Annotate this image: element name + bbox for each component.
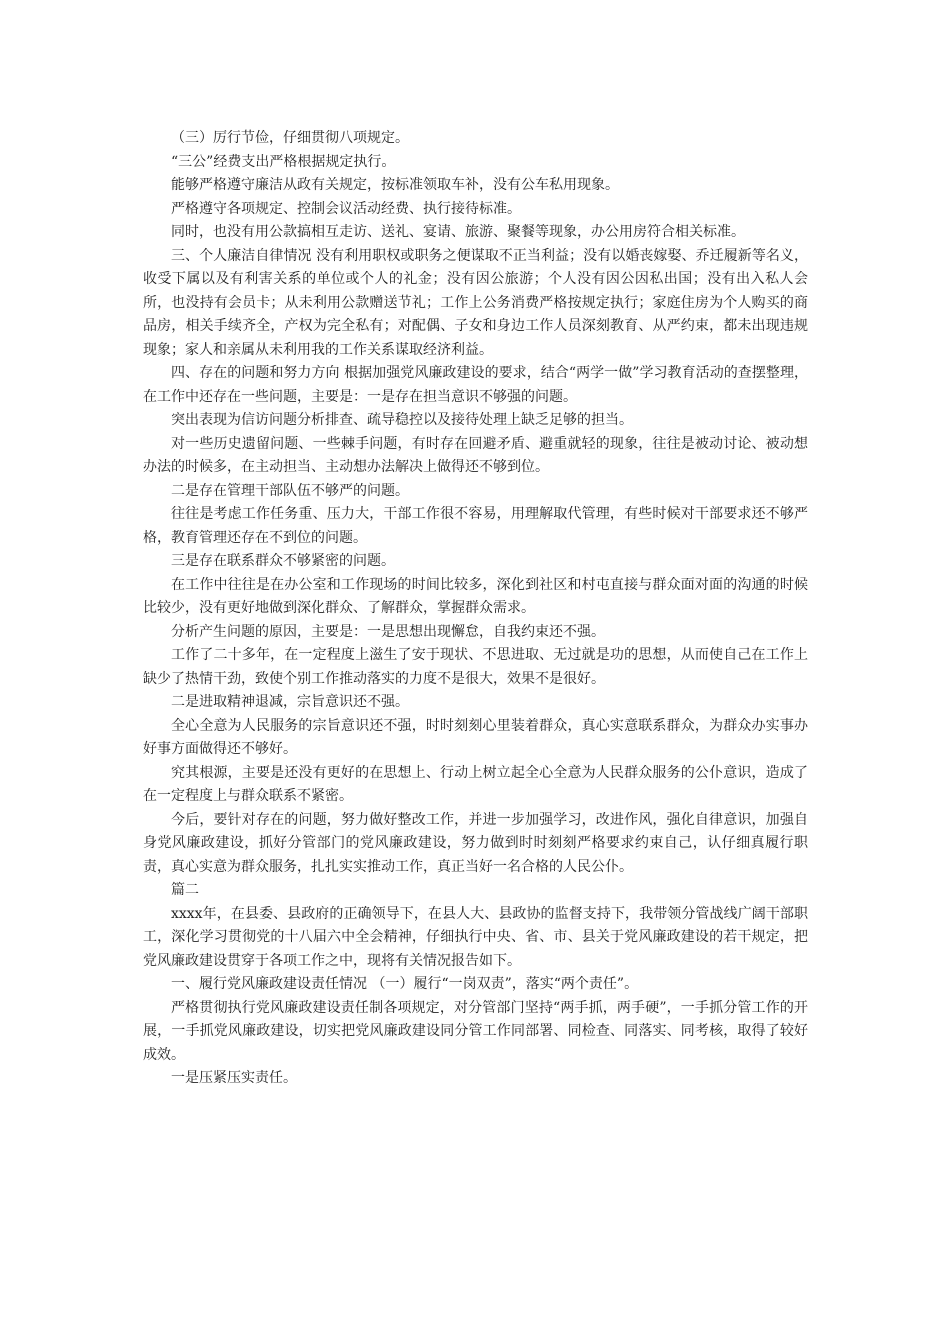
paragraph-18: 究其根源，主要是还没有更好的在思想上、行动上树立起全心全意为人民群众服务的公仆意识，造成了在一定程度上与群众联系不紧密。	[143, 764, 808, 804]
paragraph-6: 三、个人廉洁自律情况 没有利用职权或职务之便谋取不正当利益；没有以婚丧嫁娶、乔迁履新等名义，收受下属以及有利害关系的单位或个人的礼金；没有因公旅游；个人没有因公因私出国；没有出入私人会所，也没持有会员卡；从未利用公款赠送节礼；工作上公务消费严格按规定执行；家庭住房为个人购买的商品房，相关手续齐全，产权为完全私有；对配偶、子女和身边工作人员深刻教育、从严约束，都未出现违规现象；家人和亲属从未利用我的工作关系谋取经济利益。	[143, 247, 808, 358]
paragraph-24: 一是压紧压实责任。	[171, 1070, 297, 1086]
paragraph-7: 四、存在的问题和努力方向 根据加强党风廉政建设的要求，结合“两学一做”学习教育活动的查摆整理，在工作中还存在一些问题，主要是：一是存在担当意识不够强的问题。	[143, 365, 808, 405]
paragraph-16: 二是进取精神退减，宗旨意识还不强。	[171, 694, 409, 710]
paragraph-21: xxxx年，在县委、县政府的正确领导下，在县人大、县政协的监督支持下，我带领分管战线广阔干部职工，深化学习贯彻党的十八届六中全会精神，仔细执行中央、省、市、县关于党风廉政建设的若干规定，把党风廉政建设贯穿于各项工作之中，现将有关情况报告如下。	[143, 905, 808, 969]
paragraph-17: 全心全意为人民服务的宗旨意识还不强，时时刻刻心里装着群众，真心实意联系群众，为群众办实事办好事方面做得还不够好。	[143, 717, 808, 757]
paragraph-14: 分析产生问题的原因，主要是：一是思想出现懈怠，自我约束还不强。	[171, 623, 605, 640]
paragraph-1: （三）厉行节俭，仔细贯彻八项规定。	[171, 130, 409, 146]
paragraph-5: 同时，也没有用公款搞相互走访、送礼、宴请、旅游、聚餐等现象，办公用房符合相关标准。	[171, 224, 745, 240]
paragraph-2: “三公”经费支出严格根据规定执行。	[171, 153, 396, 170]
paragraph-10: 二是存在管理干部队伍不够严的问题。	[171, 482, 409, 499]
paragraph-22: 一、履行党风廉政建设责任情况 （一）履行“一岗双责”，落实“两个责任”。	[171, 976, 639, 992]
paragraph-11: 往往是考虑工作任务重、压力大，干部工作很不容易，用理解取代管理，有些时候对干部要求还不够严格，教育管理还存在不到位的问题。	[143, 506, 808, 546]
paragraph-8: 突出表现为信访问题分析排查、疏导稳控以及接待处理上缺乏足够的担当。	[171, 412, 633, 428]
paragraph-12: 三是存在联系群众不够紧密的问题。	[171, 553, 395, 569]
paragraph-3: 能够严格遵守廉洁从政有关规定，按标准领取车补，没有公车私用现象。	[171, 177, 619, 193]
paragraph-19: 今后，要针对存在的问题，努力做好整改工作，并进一步加强学习，改进作风，强化自律意识，加强自身党风廉政建设，抓好分管部门的党风廉政建设，努力做到时时刻刻严格要求约束自己，认仔细真履行职责，真心实意为群众服务，扎扎实实推动工作，真正当好一名合格的人民公仆。	[143, 811, 808, 875]
document-body	[143, 127, 808, 1091]
paragraph-9: 对一些历史遗留问题、一些棘手问题，有时存在回避矛盾、避重就轻的现象，往往是被动讨论、被动想办法的时候多，在主动担当、主动想办法解决上做得还不够到位。	[143, 435, 808, 475]
paragraph-15: 工作了二十多年，在一定程度上滋生了安于现状、不思进取、无过就是功的思想，从而使自己在工作上缺少了热情干劲，致使个别工作推动落实的力度不是很大，效果不是很好。	[143, 647, 808, 687]
section-heading-part-two: 篇二	[171, 882, 199, 898]
paragraph-13: 在工作中往往是在办公室和工作现场的时间比较多，深化到社区和村屯直接与群众面对面的沟通的时候比较少，没有更好地做到深化群众、了解群众，掌握群众需求。	[143, 576, 808, 616]
paragraph-4: 严格遵守各项规定、控制会议活动经费、执行接待标准。	[171, 200, 521, 217]
paragraph-23: 严格贯彻执行党风廉政建设责任制各项规定，对分管部门坚持“两手抓，两手硬”，一手抓分管工作的开展，一手抓党风廉政建设，切实把党风廉政建设同分管工作同部署、同检查、同落实、同考核，取得了较好成效。	[143, 999, 808, 1063]
